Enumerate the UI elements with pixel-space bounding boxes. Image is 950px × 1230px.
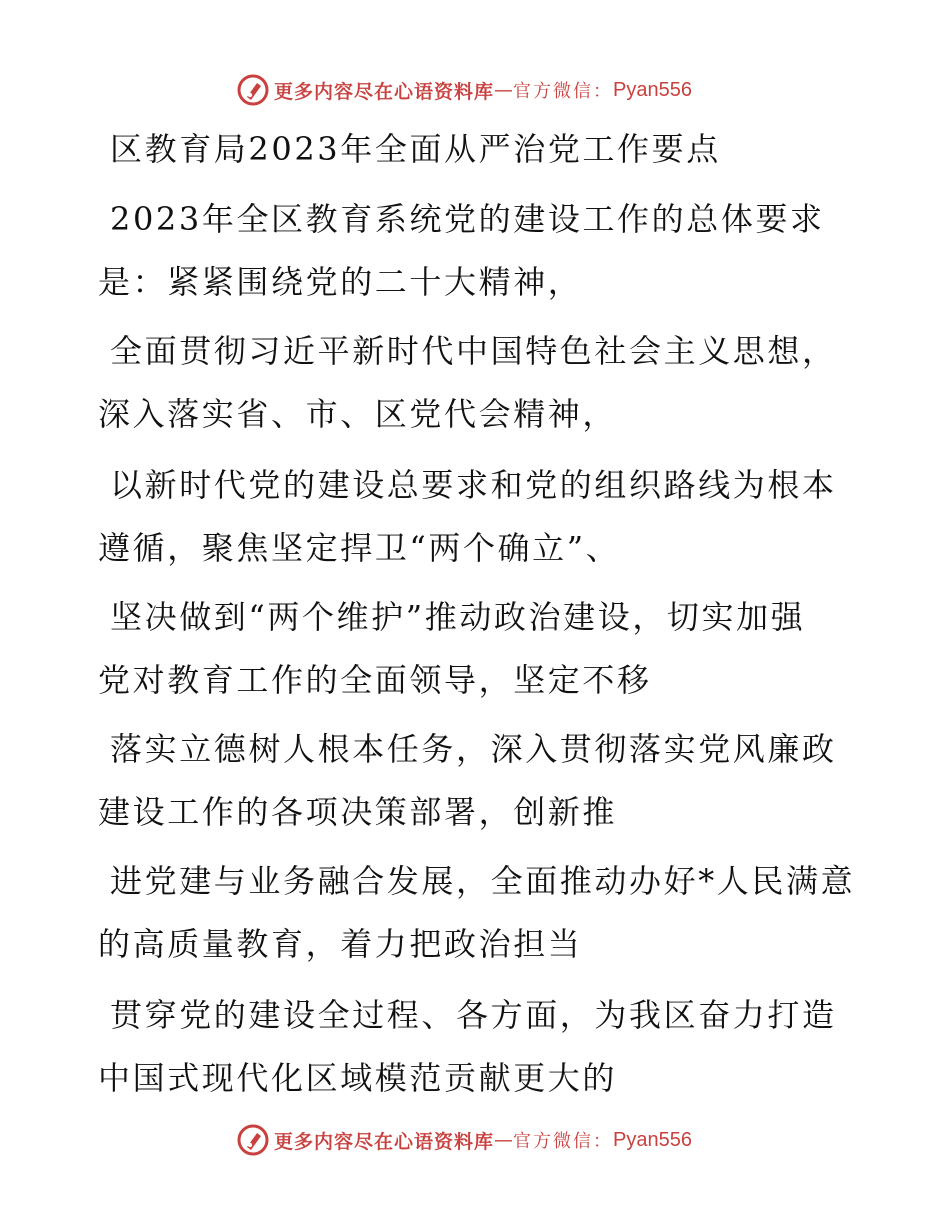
paragraph-line: 党对教育工作的全面领导，坚定不移 [98, 661, 652, 699]
banner-separator: — [494, 1129, 514, 1151]
paragraph-line: 全面贯彻习近平新时代中国特色社会主义思想， [110, 332, 837, 370]
paragraph-line: 建设工作的各项决策部署，创新推 [98, 793, 618, 831]
banner-wechat-id: Pyan556 [613, 78, 692, 101]
paragraph-line: 遵循，聚焦坚定捍卫“两个确立”、 [98, 529, 621, 567]
paragraph-6 [98, 850, 858, 976]
paragraph-line: 的高质量教育，着力把政治担当 [98, 925, 583, 963]
paragraph-line: 深入落实省、市、区党代会精神， [98, 395, 618, 433]
paragraph-5 [98, 718, 858, 844]
document-title: 区教育局2023年全面从严治党工作要点 [110, 130, 721, 168]
banner-text: 更多内容尽在心语资料库 [274, 1130, 495, 1153]
footer-watermark-banner [236, 1120, 692, 1160]
banner-wechat-label: 官方微信： [513, 1131, 614, 1152]
paragraph-line: 贯穿党的建设全过程、各方面，为我区奋力打造 [110, 996, 837, 1034]
paragraph-line: 是：紧紧围绕党的二十大精神， [98, 263, 583, 301]
paragraph-line: 坚决做到“两个维护”推动政治建设，切实加强 [110, 598, 806, 636]
paragraph-line: 落实立德树人根本任务，深入贯彻落实党风廉政 [110, 730, 837, 768]
pen-nib-circle-icon [236, 73, 270, 107]
header-watermark-banner [236, 70, 692, 110]
banner-separator: — [494, 79, 514, 101]
banner-wechat-label: 官方微信： [513, 81, 614, 102]
banner-text: 更多内容尽在心语资料库 [274, 80, 495, 103]
paragraph-line: 以新时代党的建设总要求和党的组织路线为根本 [110, 466, 837, 504]
paragraph-4 [98, 586, 858, 712]
banner-wechat-id: Pyan556 [613, 1128, 692, 1151]
paragraph-line: 进党建与业务融合发展，全面推动办好*人民满意 [110, 862, 856, 900]
paragraph-2 [98, 320, 858, 446]
paragraph-1 [98, 188, 858, 314]
paragraph-3 [98, 454, 858, 580]
paragraph-line: 2023年全区教育系统党的建设工作的总体要求 [110, 200, 825, 238]
pen-nib-circle-icon [236, 1123, 270, 1157]
paragraph-7 [98, 984, 858, 1110]
paragraph-line: 中国式现代化区域模范贡献更大的 [98, 1059, 618, 1097]
